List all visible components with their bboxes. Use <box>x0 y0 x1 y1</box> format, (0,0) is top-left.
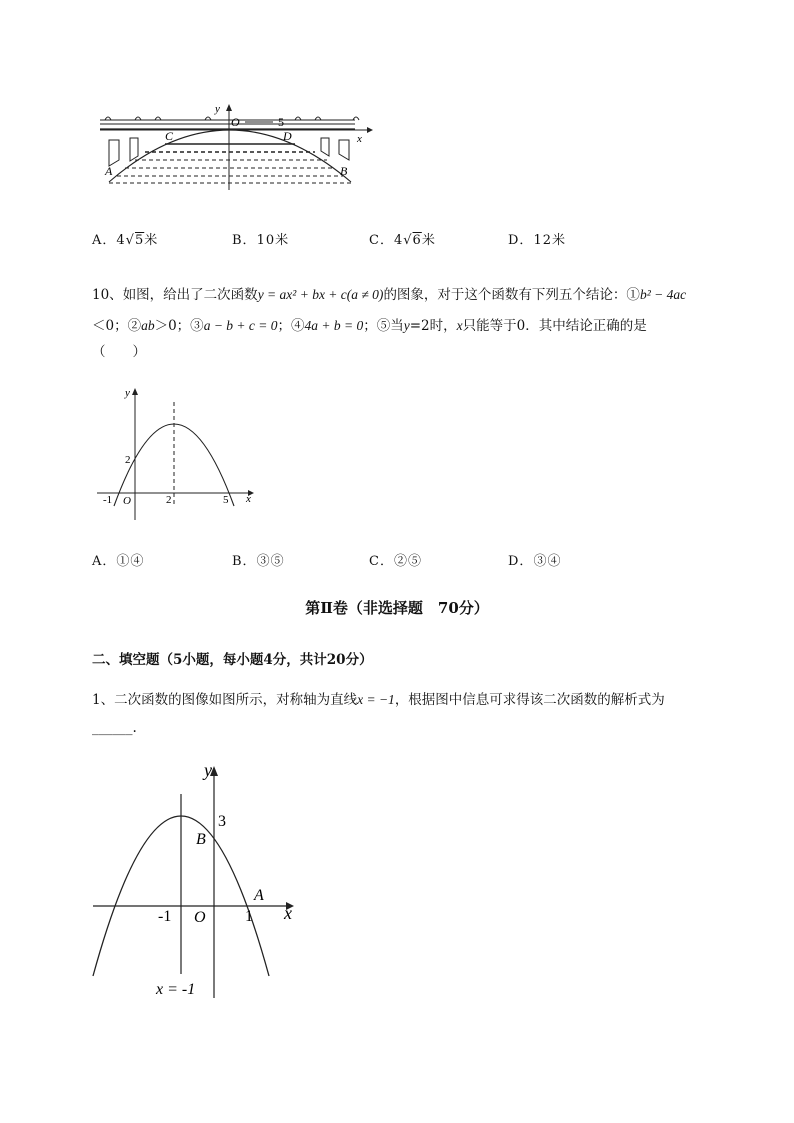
q10-option-b-letter: B． <box>232 554 257 569</box>
q10-text-b: ＞0；③ <box>154 318 204 334</box>
fig10-label-y: y <box>125 387 130 399</box>
q10-number: 10、 <box>92 287 123 303</box>
bridge-figure <box>95 100 380 195</box>
q9-option-d <box>508 229 566 248</box>
fig9-label-x: x <box>357 133 362 145</box>
q10-answer-blank: （ ） <box>92 344 146 360</box>
fig9-label-5: 5 <box>278 115 284 129</box>
q10-text-c: ；④ <box>277 318 305 334</box>
fig9-label-A: A <box>105 164 113 178</box>
q10-var-y: y <box>403 318 410 333</box>
q9-option-b <box>232 229 289 248</box>
fig10-label-2y: 2 <box>125 454 131 466</box>
fill1-text-b: ，根据图中信息可求得该二次函数的解析式为 <box>394 692 665 708</box>
fill1-label-x: x <box>284 903 292 923</box>
q10-option-c <box>369 550 422 569</box>
q10-text-a: ＜0；② <box>92 318 142 334</box>
fig9-label-C: C <box>165 129 174 143</box>
q9-option-c: C．4√6米 <box>369 233 436 248</box>
fig10-label-O: O <box>123 495 131 507</box>
fig10-label-2x: 2 <box>166 494 172 506</box>
part2-title: 第Ⅱ卷（非选择题 70分） <box>305 599 489 617</box>
q10-option-c-text: ②⑤ <box>393 554 422 569</box>
fig10-label-x: x <box>246 493 251 505</box>
fill1-parabola-figure <box>88 758 308 1008</box>
q10-var-x: x <box>456 318 463 333</box>
q10-line2 <box>92 316 732 336</box>
q10-option-b <box>232 550 285 569</box>
q10-option-c-letter: C． <box>369 554 394 569</box>
q10-option-a <box>92 550 144 569</box>
fig10-label-5: 5 <box>223 494 229 506</box>
q10-option-b-text: ③⑤ <box>256 554 285 569</box>
fill1-label-A: A <box>254 887 264 904</box>
q10-text-d: ；⑤当 <box>363 318 404 334</box>
q9-option-d-letter: D． <box>508 233 534 248</box>
q10-conclusion-2: ab <box>141 318 155 333</box>
q9-option-a-letter: A． <box>92 233 117 248</box>
q10-intro: 如图，给出了二次函数 <box>122 287 258 303</box>
q10-option-d <box>508 550 561 569</box>
fill1-number: 1、 <box>92 692 115 708</box>
fill1-label-1: 1 <box>245 908 253 925</box>
q9-option-b-letter: B． <box>232 233 257 248</box>
fill1-label-neg1: -1 <box>158 908 172 925</box>
q10-parabola-figure <box>92 380 262 525</box>
q10-option-d-letter: D． <box>508 554 534 569</box>
fill1-label-O: O <box>194 909 206 926</box>
q9-option-c-coef: 4 <box>393 233 404 248</box>
fill-in-section-heading: 二、填空题（5小题，每小题4分，共计20分） <box>92 652 373 668</box>
fig9-label-y: y <box>215 103 220 115</box>
q9-option-a: A．4√5米 <box>92 233 159 248</box>
fill1-axis-equation: x = −1 <box>357 692 395 707</box>
fig9-label-D: D <box>283 129 292 143</box>
fill1-label-3: 3 <box>218 813 226 830</box>
fill1-label-y: y <box>204 760 212 780</box>
q9-option-c-letter: C． <box>369 233 394 248</box>
q10-text-f: 只能等于0．其中结论正确的是 <box>462 318 647 334</box>
q9-option-c-unit: 米 <box>421 233 436 248</box>
fig9-label-O: O <box>231 115 240 129</box>
q10-text-e: =2时， <box>409 318 457 334</box>
fig9-label-B: B <box>340 164 348 178</box>
q10-conclusion-3: a − b + c = 0 <box>203 318 278 333</box>
fig10-label-neg1: -1 <box>103 494 113 506</box>
q10-line1 <box>92 285 732 305</box>
q9-option-b-text: 10米 <box>256 233 290 248</box>
q10-mid: 的图象，对于这个函数有下列五个结论：① <box>383 287 640 303</box>
fill1-text-a: 二次函数的图像如图所示，对称轴为直线 <box>114 692 358 708</box>
q10-option-a-letter: A． <box>92 554 117 569</box>
q10-option-d-text: ③④ <box>533 554 562 569</box>
q10-conclusion-4: 4a + b = 0 <box>304 318 364 333</box>
q9-option-a-radicand: 5 <box>134 233 145 248</box>
q9-option-d-text: 12米 <box>533 233 566 248</box>
q9-option-a-coef: 4 <box>116 233 126 248</box>
fill1-answer-blank: ______. <box>92 720 137 736</box>
q10-conclusion-1: b² − 4ac <box>639 287 687 302</box>
q9-option-a-unit: 米 <box>144 233 159 248</box>
q10-function: y = ax² + bx + c(a ≠ 0) <box>257 287 384 302</box>
fill1-label-axis: x = -1 <box>156 981 196 998</box>
q9-option-c-radicand: 6 <box>412 233 422 248</box>
q10-option-a-text: ①④ <box>116 554 145 569</box>
arch-parabola <box>109 130 351 182</box>
fill1-question <box>92 690 732 710</box>
fill1-label-B: B <box>196 831 206 848</box>
